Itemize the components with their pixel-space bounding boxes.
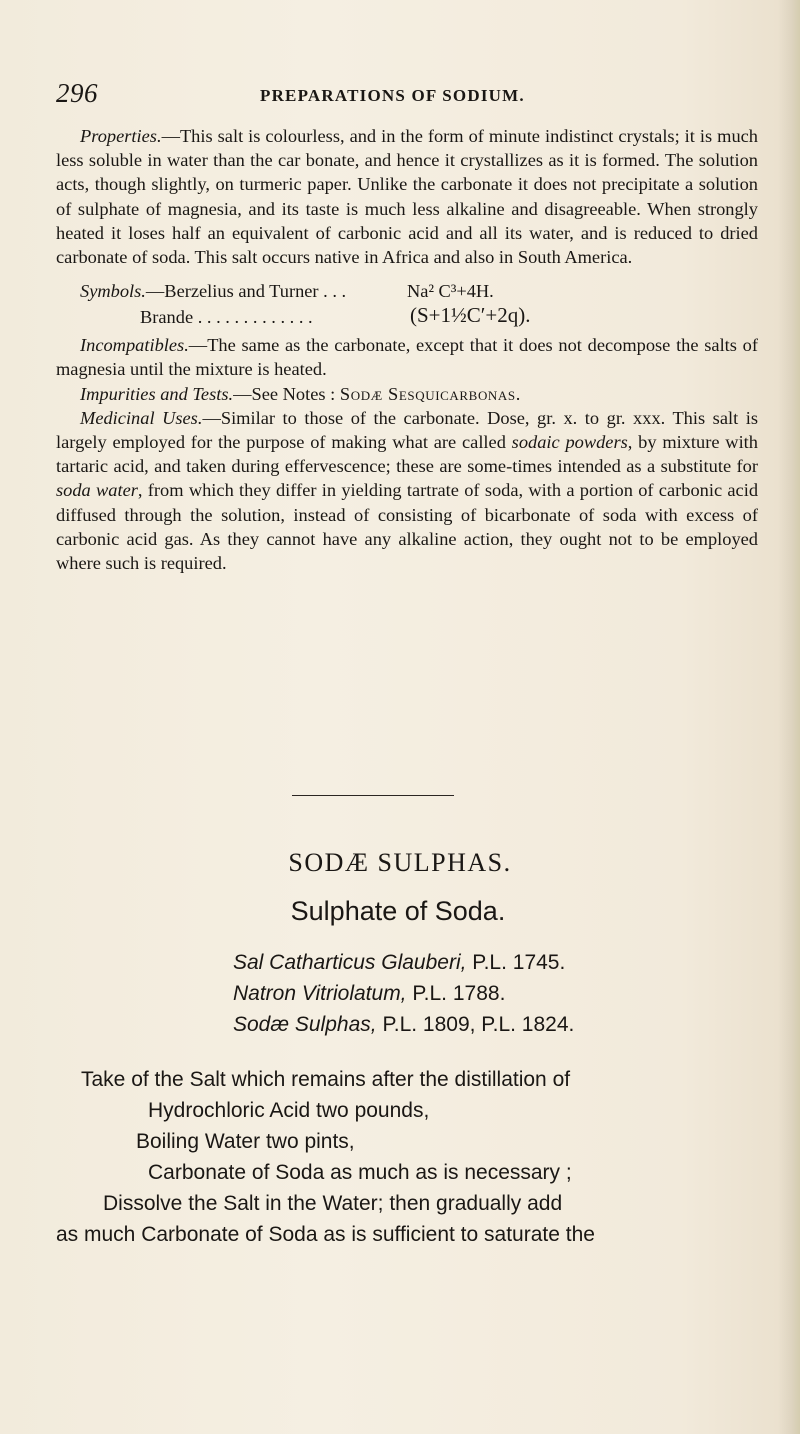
recipe-line-2: Hydrochloric Acid two pounds, (148, 1099, 430, 1122)
page-header (56, 78, 756, 108)
impurities-ref: Sodæ Sesquicarbonas. (339, 383, 521, 404)
synonym-ref: P.L. 1745. (466, 951, 566, 974)
recipe-line-4: Carbonate of Soda as much as is necessary ; (148, 1161, 572, 1184)
page-body (56, 124, 758, 575)
running-head: PREPARATIONS OF SODIUM. (260, 86, 525, 105)
medicinal-text-3: , from which they differ in yielding tartrate of soda, with a portion of carbonic acid diffused through the solution, instead of consisting of bicarbonate of soda with excess of carbonic acid gas. As they cannot have any alkaline action, they ought not to be employed where such is required. (56, 480, 759, 574)
symbols-row-1-label: —Berzelius and Turner . . . (145, 281, 347, 302)
symbols-row-1 (56, 275, 758, 301)
properties-paragraph (56, 124, 758, 269)
properties-text: —This salt is colourless, and in the form of minute indistinct crystals; it is much less soluble in water than the car bonate, and hence it crystallizes as it is formed. The solution acts, though slightly, on turmeric paper. Unlike the carbonate it does not precipitate a solution of sulphate of magnesia, and its taste is much less alkaline and disagreeable. When strongly heated it loses half an equivalent of carbonic acid and all its water, and is reduced to dried carbonate of soda. This salt occurs native in Africa and also in South America. (56, 126, 758, 268)
section-divider (292, 795, 454, 796)
properties-lead: Properties. (80, 126, 162, 146)
incompatibles-lead: Incompatibles. (80, 335, 189, 356)
synonym-name: Sodæ Sulphas, (233, 1013, 377, 1036)
recipe-line-5: Dissolve the Salt in the Water; then gradually add (103, 1192, 563, 1215)
page-number: 296 (56, 78, 98, 108)
synonym-name: Sal Catharticus Glauberi, (233, 951, 467, 974)
incompatibles-paragraph (56, 333, 758, 381)
symbols-row-2-formula: (S+1½C′+2q). (410, 303, 531, 328)
synonym-name: Natron Vitriolatum, (233, 982, 407, 1005)
recipe-line-3: Boiling Water two pints, (136, 1130, 355, 1153)
medicinal-em-2: soda water (56, 480, 138, 501)
synonym-ref: P.L. 1809, P.L. 1824. (376, 1013, 575, 1036)
medicinal-text-1: —Similar to those of the carbonate. Dose, gr. x. to gr. xxx. This salt is largely employed for the purpose of making what are called (56, 407, 758, 453)
synonym-ref: P.L. 1788. (406, 982, 506, 1005)
impurities-text: —See Notes : (233, 383, 340, 404)
recipe-line-1: Take of the Salt which remains after the distillation of (81, 1068, 571, 1091)
impurities-lead: Impurities and Tests. (80, 383, 234, 404)
symbols-row-2-label: Brande . . . . . . . . . . . . . (140, 307, 313, 328)
synonym-line (233, 1013, 574, 1037)
medicinal-paragraph (56, 406, 758, 575)
synonym-line (233, 982, 505, 1006)
incompatibles-text: —The same as the carbonate, except that it does not decompose the salts of magnesia until the mixture is heated. (56, 335, 758, 380)
recipe-line-6: as much Carbonate of Soda as is sufficient to saturate the (56, 1223, 595, 1246)
impurities-paragraph (56, 382, 758, 406)
symbols-row-1-formula: Na² C³+4H. (407, 281, 494, 302)
symbols-row-1-left (80, 279, 346, 303)
page-edge-shadow (778, 0, 800, 1434)
medicinal-em-1: sodaic powders (511, 432, 628, 453)
section-subtitle: Sulphate of Soda. (290, 896, 506, 926)
symbols-row-2 (56, 301, 758, 333)
symbols-lead: Symbols. (80, 281, 146, 302)
medicinal-text-2: , by mixture with tartaric acid, and taken during effervescence; these are some-times intended as a substitute for (56, 432, 758, 477)
section-title: SODÆ SULPHAS. (288, 848, 512, 877)
synonym-line (233, 951, 565, 975)
medicinal-lead: Medicinal Uses. (80, 407, 203, 428)
